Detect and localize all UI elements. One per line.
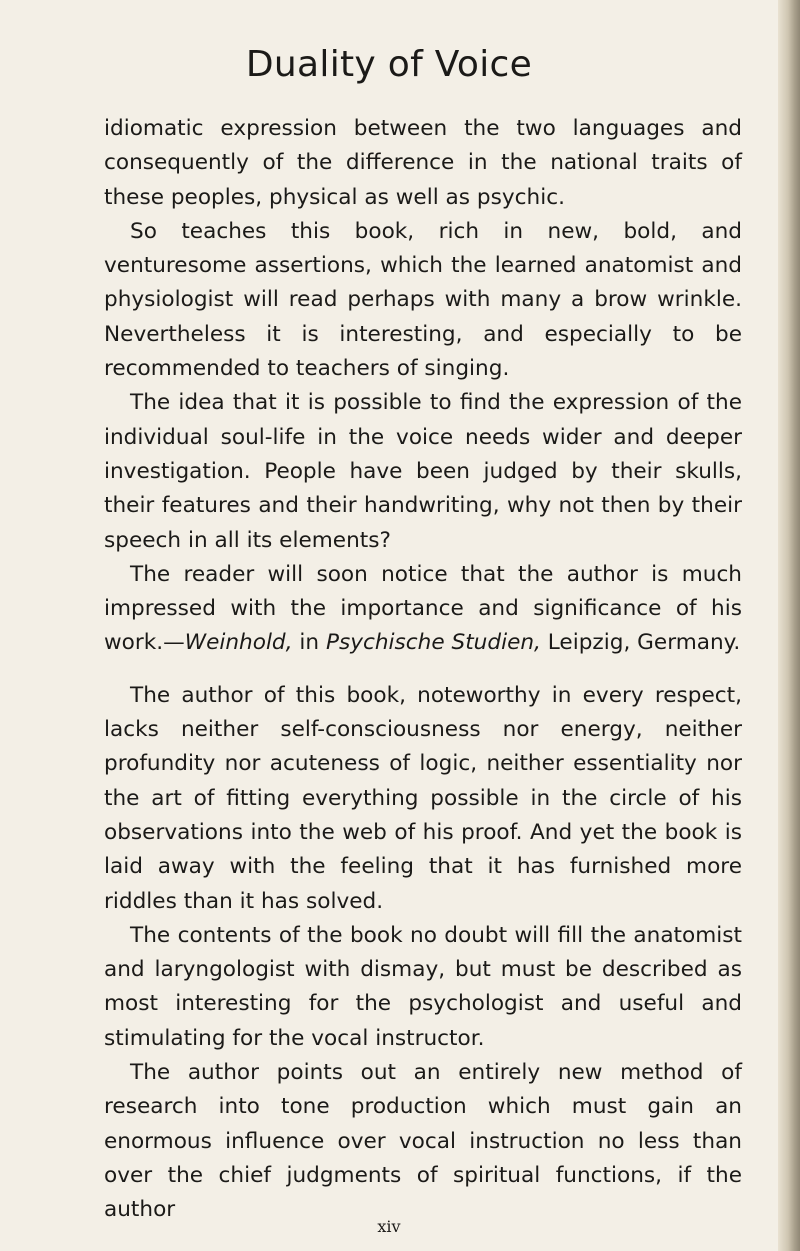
paragraph-4 [104, 558, 742, 661]
paragraph-2: So teaches this book, rich in new, bold, and venturesome assertions, which the learned anatomist and physiologist will read perhaps with many a brow wrinkle. Nevertheless it is interesting, and especially to be recommended to teachers of singing. [104, 218, 742, 382]
attribution-dash: — [163, 630, 185, 656]
paragraph-3: The idea that it is possible to find the expression of the individual soul-life in the voice needs wider and deeper investigation. People have been judged by their skulls, their features and their handwriting, why not then by their speech in all its elements? [104, 390, 742, 553]
paragraph-6: The contents of the book no doubt will fill the anatomist and laryngologist with dismay, but must be described as most interesting for the psychologist and useful and stimulating for the vocal instructor. [104, 922, 742, 1051]
paragraph-4-text: The reader will soon notice that the author is much impressed with the importance and significance of his work. [104, 561, 742, 656]
body-text [104, 112, 742, 1228]
review-attribution [163, 630, 740, 655]
paragraph-7: The author points out an entirely new method of research into tone production which must gain an enormous influence over vocal instruction no less than over the chief judgments of spiritual functions, if the author [104, 1060, 742, 1223]
attribution-place: Leipzig, Germany. [540, 630, 741, 656]
attribution-in: in [292, 630, 326, 656]
paragraph-1: idiomatic expression between the two languages and consequently of the difference in the national traits of these peoples, physical as well as psychic. [104, 116, 742, 210]
running-head: Duality of Voice [245, 44, 533, 85]
attribution-source: Psychische Studien, [325, 630, 541, 656]
attribution-author: Weinhold, [184, 630, 293, 656]
paragraph-5: The author of this book, noteworthy in every respect, lacks neither self-consciousness nor energy, neither profundity nor acuteness of logic, neither essentiality nor the art of fitting everything possible in the circle of his observations into the web of his proof. And yet the book is laid away with the feeling that it has furnished more riddles than it has solved. [104, 682, 742, 914]
page-edge-shadow [778, 0, 800, 1251]
page-number: xiv [377, 1217, 401, 1236]
